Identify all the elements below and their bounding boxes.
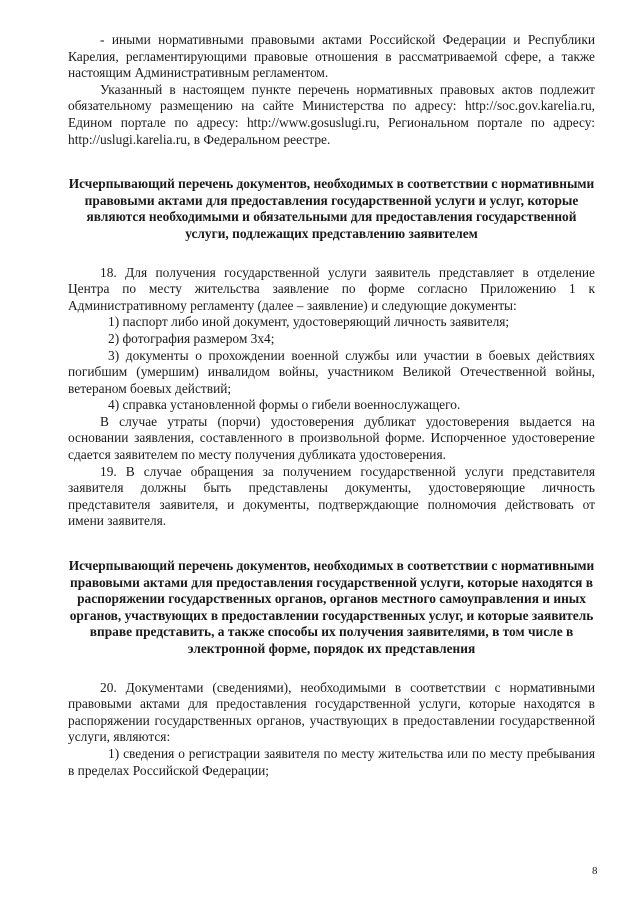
list-item-photo: 2) фотография размером 3x4; <box>108 330 275 346</box>
page-number: 8 <box>592 865 598 877</box>
list-item-military-service: 3) документы о прохождении военной службы или участии в боевых действиях погибшим (умершим) инвалидом войны, участником Великой Отечественной войны, ветераном боевых действий; <box>68 347 595 396</box>
paragraph-20-intro: 20. Документами (сведениями), необходимыми в соответствии с нормативными правовыми актами для предоставления государственной услуги, которые находятся в распоряжении государственных органов, участвующих в предоставлении государственной услуги, являются: <box>68 679 595 745</box>
list-item-death-certificate: 4) справка установленной формы о гибели военнослужащего. <box>108 397 461 413</box>
document-page <box>68 32 595 779</box>
section-heading-documents-in-agencies: Исчерпывающий перечень документов, необходимых в соответствии с нормативными правовыми актами для предоставления государственной услуги, которые находятся в распоряжении государственных органов, органов местного самоуправления и иных органов, участвующих в предоставлении государственных услуг, и которые заявитель вправе представить, а также способы их получения заявителями, в том числе в электронной форме, порядок их представления <box>68 558 595 656</box>
paragraph-publication: Указанный в настоящем пункте перечень нормативных правовых актов подлежит обязательному размещению на сайте Министерства по адресу: http://soc.gov.karelia.ru, Едином портале по адресу: http://www.gosuslugi.ru, Региональном портале по адресу: http://uslugi.karelia.ru, в Федеральном реестре. <box>68 81 595 147</box>
list-item-passport: 1) паспорт либо иной документ, удостоверяющий личность заявителя; <box>108 314 510 330</box>
section-heading-documents-by-applicant: Исчерпывающий перечень документов, необходимых в соответствии с нормативными правовыми актами для предоставления государственной услуги и услуг, которые являются необходимыми и обязательными для предоставления государственной услуги, подлежащих представлению заявителем <box>68 176 595 241</box>
paragraph-other-acts: - иными нормативными правовыми актами Российской Федерации и Республики Карелия, регламентирующими правовые отношения в рассматриваемой сфере, а также настоящим Административным регламентом. <box>68 32 595 81</box>
paragraph-18-intro: 18. Для получения государственной услуги заявитель представляет в отделение Центра по месту жительства заявление по форме согласно Приложению 1 к Административному регламенту (далее – заявление) и следующие документы: <box>68 264 595 313</box>
list-item-registration: 1) сведения о регистрации заявителя по месту жительства или по месту пребывания в пределах Российской Федерации; <box>68 745 595 778</box>
paragraph-19: 19. В случае обращения за получением государственной услуги представителя заявителя должны быть представлены документы, удостоверяющие личность представителя заявителя, и документы, подтверждающие полномочия действовать от имени заявителя. <box>68 463 595 529</box>
paragraph-duplicate: В случае утраты (порчи) удостоверения дубликат удостоверения выдается на основании заявления, составленного в произвольной форме. Испорченное удостоверение сдается заявителем по месту получения дубликата удостоверения. <box>68 413 595 463</box>
